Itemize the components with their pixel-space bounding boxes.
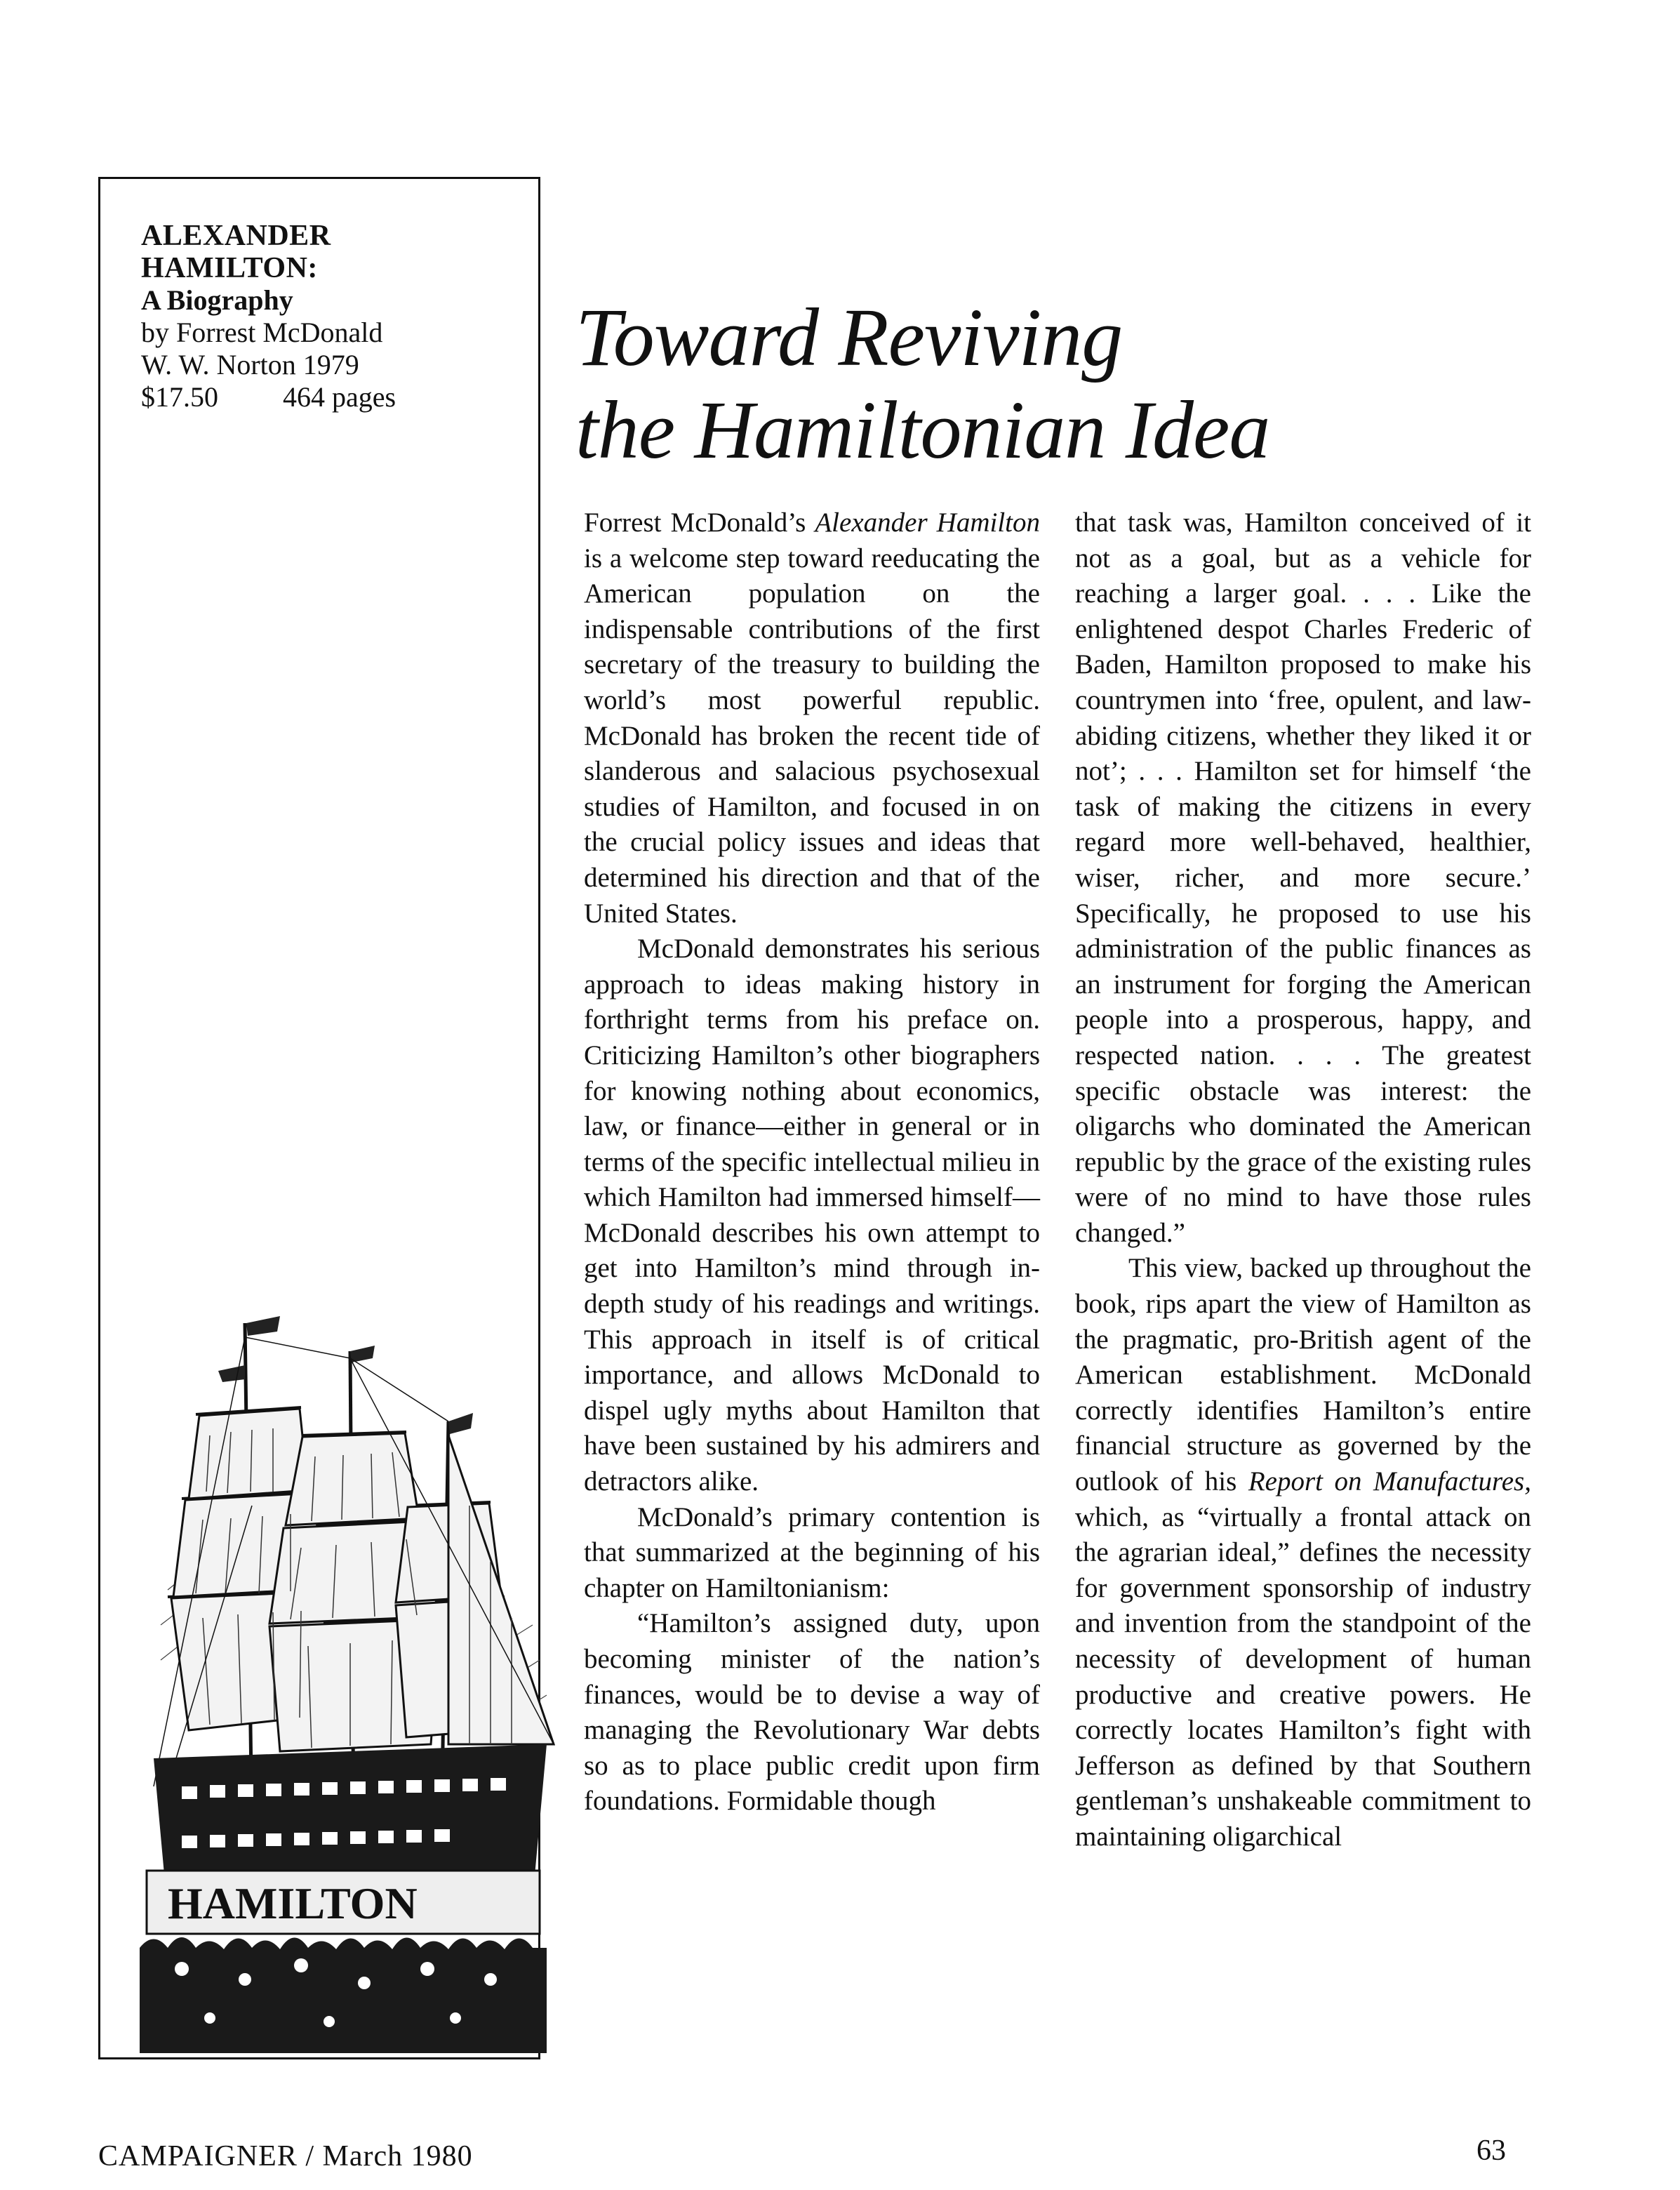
book-title-line1: ALEXANDER bbox=[141, 220, 331, 252]
column1-paragraph1 bbox=[584, 505, 1040, 931]
crowd bbox=[140, 1937, 547, 2053]
banner-text: HAMILTON bbox=[168, 1878, 418, 1928]
book-subtitle: A Biography bbox=[141, 284, 293, 316]
column2-p2-report-title: Report on Manufactures, bbox=[1248, 1466, 1531, 1497]
column1-paragraph3: McDonald’s primary contention is that summarized at the beginning of his chapter on Hamiltonianism: bbox=[584, 1501, 1040, 1603]
column1-paragraph2: McDonald demonstrates his serious approach to ideas making history in forthright terms from his preface on. Criticizing Hamilton’s other biographers for knowing nothing about economics, law, or finance—either in general or in terms of the specific intellectual milieu in which Hamilton had immersed himself—McDonald describes his own attempt to get into Hamilton’s mind through in-depth study of his readings and writings. This approach in itself is of critical importance, and allows McDonald to dispel ugly myths about Hamilton that have been sustained by his admirers and detractors alike. bbox=[584, 934, 1040, 1497]
headline-line1: Toward Reviving bbox=[575, 291, 1123, 383]
column2-paragraph2 bbox=[1075, 1251, 1531, 1854]
article-column-1 bbox=[584, 505, 1040, 1819]
column1-p1-text-b: is a welcome step toward reeducating the American population on the indispensable contributions of the first secretary of the treasury to building the world’s most powerful republic. McDonald has broken the recent tide of slanderous and salacious psychosexual studies of Hamilton, and focused in on the crucial policy issues and ideas that determined his direction and that of the United States. bbox=[584, 543, 1040, 929]
book-price: $17.50 bbox=[141, 381, 218, 413]
column1-p1-book-title: Alexander Hamilton bbox=[815, 507, 1040, 538]
column2-p2-text-b: which, as “virtually a frontal attack on the agrarian ideal,” defines the necessity for government sponsorship of industry and invention from the standpoint of the necessity of development of human productive and creative powers. He correctly locates Hamilton’s fight with Jefferson as defined by that Southern gentleman’s unshakeable commitment to maintaining oligarchical bbox=[1075, 1501, 1531, 1852]
footer-publication: CAMPAIGNER / March 1980 bbox=[98, 2140, 473, 2172]
book-info-sidebar bbox=[98, 177, 540, 2059]
column2-p2-text-a: This view, backed up throughout the book, rips apart the view of Hamilton as the pragmatic, pro-British agent of the American establishment. McDonald correctly identifies Hamilton’s entire financial structure as governed by the outlook of his bbox=[1075, 1253, 1531, 1497]
book-info bbox=[141, 220, 534, 413]
headline-line2: the Hamiltonian Idea bbox=[575, 384, 1270, 476]
column1-p1-text-a: Forrest McDonald’s bbox=[584, 507, 815, 538]
column1-paragraph4: “Hamilton’s assigned duty, upon becoming minister of the nation’s finances, would be to devise a way of managing the Revolutionary War debts so as to place public credit upon firm foundations. Formidable though bbox=[584, 1608, 1040, 1817]
book-publisher: W. W. Norton 1979 bbox=[141, 349, 359, 380]
book-pages: 464 pages bbox=[283, 381, 396, 413]
ship-illustration bbox=[140, 1295, 561, 2053]
article-headline bbox=[575, 291, 1269, 477]
book-author: by Forrest McDonald bbox=[141, 317, 383, 348]
book-price-row bbox=[141, 381, 534, 413]
column2-paragraph1: that task was, Hamilton conceived of it not as a goal, but as a vehicle for reaching a larger goal. . . . Like the enlightened despot Charles Frederic of Baden, Hamilton proposed to make his countrymen into ‘free, opulent, and law-abiding citizens, whether they liked it or not’; . . . Hamilton set for himself ‘the task of making the citizens in every regard more well-behaved, healthier, wiser, richer, and more secure.’ Specifically, he proposed to use his administration of the public finances as an instrument for forging the American people into a prosperous, happy, and respected nation. . . . The greatest specific obstacle was interest: the oligarchs who dominated the American republic by the grace of the existing rules were of no mind to have those rules changed.” bbox=[1075, 507, 1531, 1248]
article-column-2 bbox=[1075, 505, 1531, 1855]
footer-page-number: 63 bbox=[1476, 2135, 1506, 2167]
sails bbox=[171, 1409, 554, 1751]
book-title-line2: HAMILTON: bbox=[141, 252, 318, 284]
